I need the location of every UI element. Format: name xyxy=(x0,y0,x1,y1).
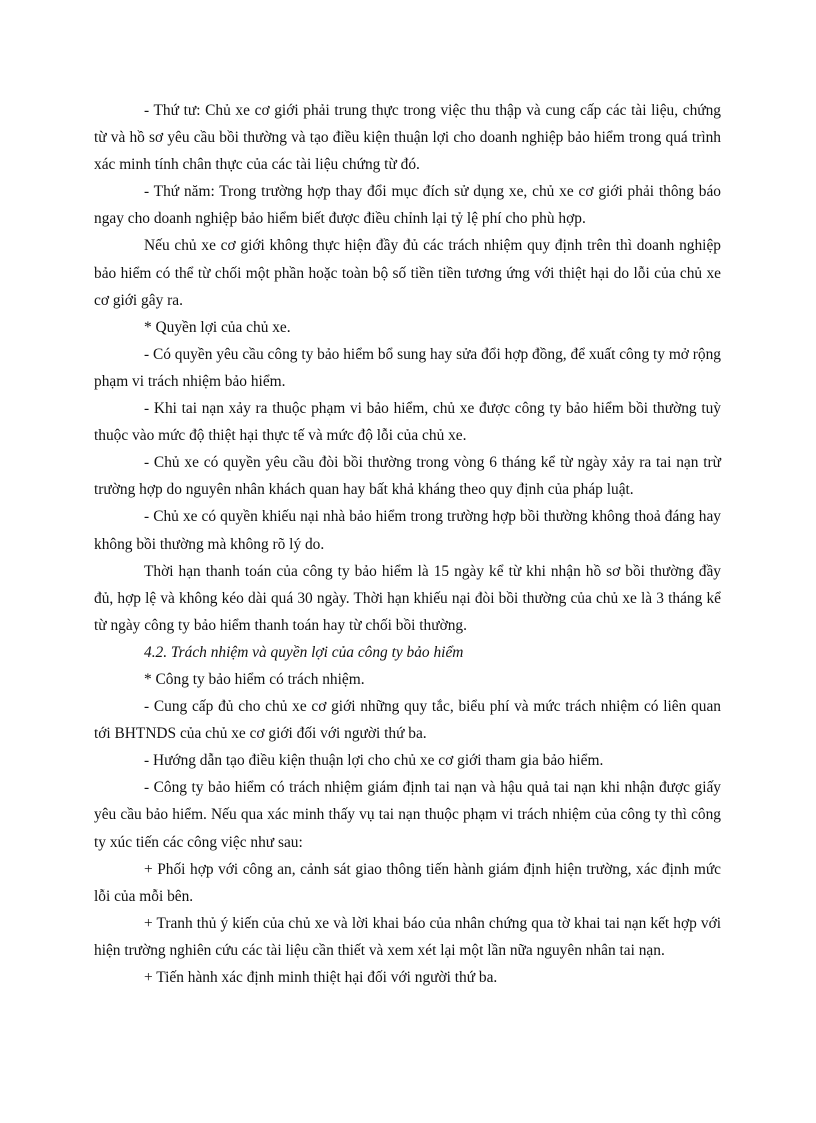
paragraph-insurer-guidance: - Hướng dẫn tạo điều kiện thuận lợi cho chủ xe cơ giới tham gia bảo hiểm. xyxy=(144,752,604,770)
paragraph-gather-opinions: + Tranh thủ ý kiến của chủ xe và lời khai báo của nhân chứng qua tờ khai tai nạn kết hợp với hiện trường nghiên cứu các tài liệu cần thiết và xem xét lại một lần nữa nguyên nhân tai nạn. xyxy=(94,914,721,959)
paragraph-duty-fifth: - Thứ năm: Trong trường hợp thay đổi mục đích sử dụng xe, chủ xe cơ giới phải thông báo ngay cho doanh nghiệp bảo hiểm biết được điều chỉnh lại tỷ lệ phí cho phù hợp. xyxy=(94,183,721,228)
heading-owner-rights: * Quyền lợi của chủ xe. xyxy=(144,318,291,336)
paragraph-payment-deadline: Thời hạn thanh toán của công ty bảo hiểm là 15 ngày kể từ khi nhận hồ sơ bồi thường đầy đủ, hợp lệ và không kéo dài quá 30 ngày. Thời hạn khiếu nại đòi bồi thường của chủ xe là 3 tháng kể từ ngày công ty bảo hiểm thanh toán hay từ chối bồi thường. xyxy=(94,562,721,634)
document-body xyxy=(94,97,721,991)
paragraph-duty-fourth: - Thứ tư: Chủ xe cơ giới phải trung thực trong việc thu thập và cung cấp các tài liệu, chứng từ và hồ sơ yêu cầu bồi thường và tạo điều kiện thuận lợi cho doanh nghiệp bảo hiểm trong quá trình xác minh tính chân thực của các tài liệu chứng từ đó. xyxy=(94,102,721,174)
paragraph-non-compliance: Nếu chủ xe cơ giới không thực hiện đầy đủ các trách nhiệm quy định trên thì doanh nghiệp bảo hiểm có thể từ chối một phần hoặc toàn bộ số tiền tiền tương ứng với thiệt hại do lỗi của chủ xe cơ giới gây ra. xyxy=(94,237,721,309)
section-heading-4-2: 4.2. Trách nhiệm và quyền lợi của công ty bảo hiểm xyxy=(144,643,464,661)
paragraph-right-amend-contract: - Có quyền yêu cầu công ty bảo hiểm bổ sung hay sửa đổi hợp đồng, để xuất công ty mở rộng phạm vi trách nhiệm bảo hiểm. xyxy=(94,345,721,390)
paragraph-determine-damage: + Tiến hành xác định minh thiệt hại đối với người thứ ba. xyxy=(144,969,498,986)
paragraph-coordinate-police: + Phối hợp với công an, cảnh sát giao thông tiến hành giám định hiện trường, xác định mức lỗi của mỗi bên. xyxy=(94,860,721,905)
paragraph-right-claim-period: - Chủ xe có quyền yêu cầu đòi bồi thường trong vòng 6 tháng kể từ ngày xảy ra tai nạn trừ trường hợp do nguyên nhân khách quan hay bất khả kháng theo quy định của pháp luật. xyxy=(94,454,721,499)
paragraph-right-compensation: - Khi tai nạn xảy ra thuộc phạm vi bảo hiểm, chủ xe được công ty bảo hiểm bồi thường tuỳ thuộc vào mức độ thiệt hại thực tế và mức độ lỗi của chủ xe. xyxy=(94,400,721,445)
heading-insurer-duties: * Công ty bảo hiểm có trách nhiệm. xyxy=(144,670,365,688)
paragraph-insurer-assessment: - Công ty bảo hiểm có trách nhiệm giám định tai nạn và hậu quả tai nạn khi nhận được giấy yêu cầu bảo hiểm. Nếu qua xác minh thấy vụ tai nạn thuộc phạm vi trách nhiệm của công ty thì công ty xúc tiến các công việc như sau: xyxy=(94,779,721,851)
paragraph-insurer-provide-rules: - Cung cấp đủ cho chủ xe cơ giới những quy tắc, biểu phí và mức trách nhiệm có liên quan tới BHTNDS của chủ xe cơ giới đối với người thứ ba. xyxy=(94,698,721,743)
paragraph-right-complaint: - Chủ xe có quyền khiếu nại nhà bảo hiểm trong trường hợp bồi thường không thoả đáng hay không bồi thường mà không rõ lý do. xyxy=(94,508,721,553)
